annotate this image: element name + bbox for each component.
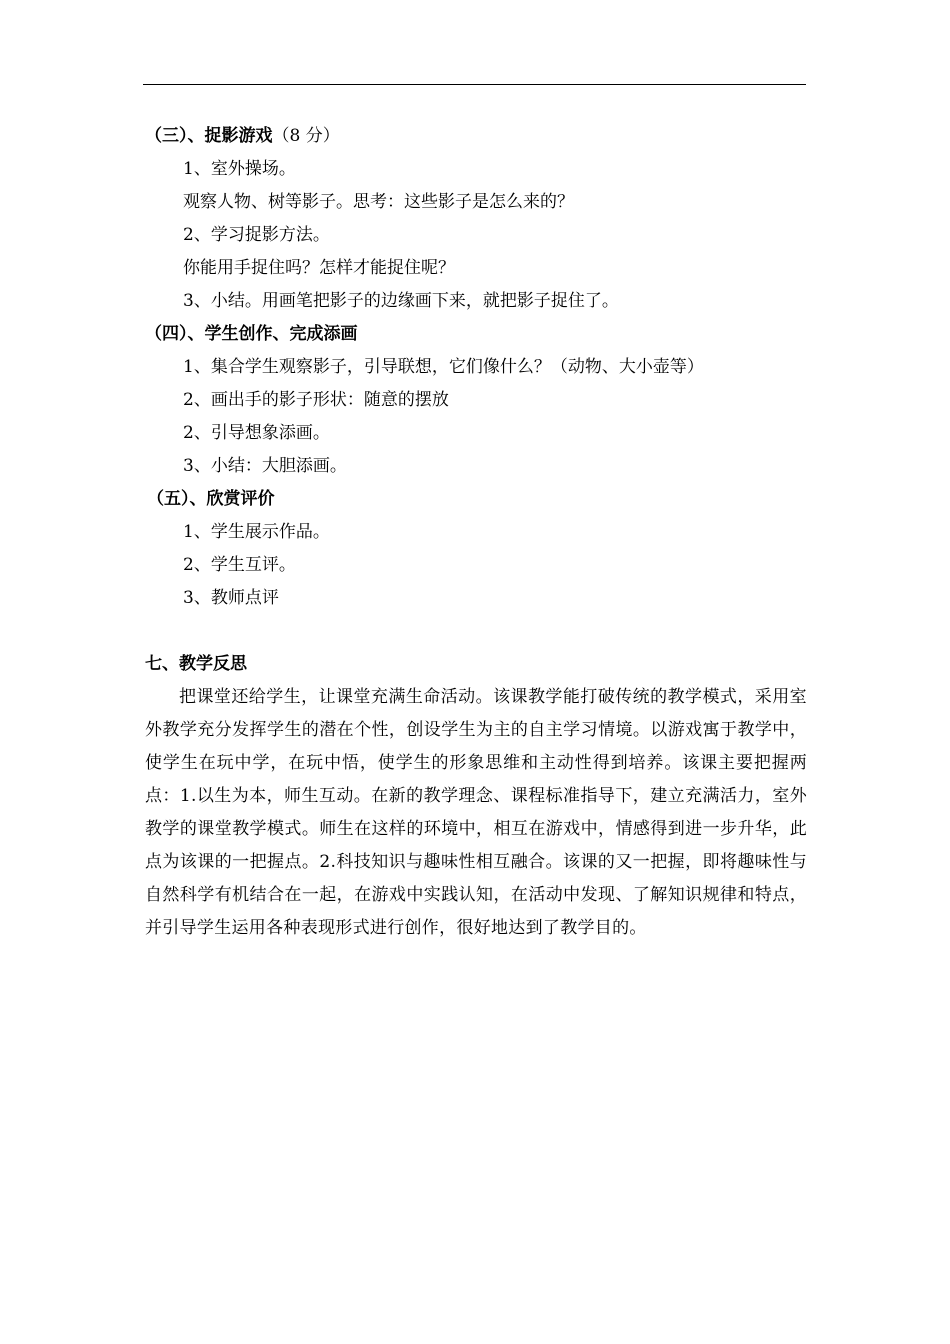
- list-item: 1、室外操场。: [183, 159, 296, 179]
- section-4-heading: （四）、学生创作、完成添画: [145, 324, 358, 344]
- header-rule: [143, 84, 806, 85]
- section-3-note: （8 分）: [272, 126, 340, 146]
- list-item: 1、集合学生观察影子，引导联想，它们像什么？（动物、大小壶等）: [183, 357, 704, 377]
- section-3-heading: [145, 120, 807, 153]
- list-item: 你能用手捉住吗？怎样才能捉住呢？: [183, 258, 455, 278]
- section-7-heading: 七、教学反思: [145, 654, 247, 674]
- list-item: 2、画出手的影子形状：随意的摆放: [183, 390, 449, 410]
- list-item: 2、学生互评。: [183, 555, 296, 575]
- list-item: 3、小结。用画笔把影子的边缘画下来，就把影子捉住了。: [183, 291, 619, 311]
- document-body: [145, 120, 807, 945]
- section-5-heading: （五）、欣赏评价: [147, 489, 275, 509]
- reflection-paragraph: 把课堂还给学生，让课堂充满生命活动。该课教学能打破传统的教学模式，采用室外教学充分发挥学生的潜在个性，创设学生为主的自主学习情境。以游戏寓于教学中，使学生在玩中学，在玩中悟，使学生的形象思维和主动性得到培养。该课主要把握两点：1.以生为本，师生互动。在新的教学理念、课程标准指导下，建立充满活力，室外教学的课堂教学模式。师生在这样的环境中，相互在游戏中，情感得到进一步升华，此点为该课的一把握点。2.科技知识与趣味性相互融合。该课的又一把握，即将趣味性与自然科学有机结合在一起，在游戏中实践认知，在活动中发现、了解知识规律和特点，并引导学生运用各种表现形式进行创作，很好地达到了教学目的。: [145, 687, 807, 938]
- list-item: 2、引导想象添画。: [183, 423, 330, 443]
- list-item: 3、小结：大胆添画。: [183, 456, 347, 476]
- list-item: 1、学生展示作品。: [183, 522, 330, 542]
- list-item: 3、教师点评: [183, 588, 279, 608]
- list-item: 2、学习捉影方法。: [183, 225, 330, 245]
- list-item: 观察人物、树等影子。思考：这些影子是怎么来的？: [183, 192, 574, 212]
- section-spacer: [145, 615, 807, 648]
- section-3-title: （三）、捉影游戏: [145, 126, 273, 146]
